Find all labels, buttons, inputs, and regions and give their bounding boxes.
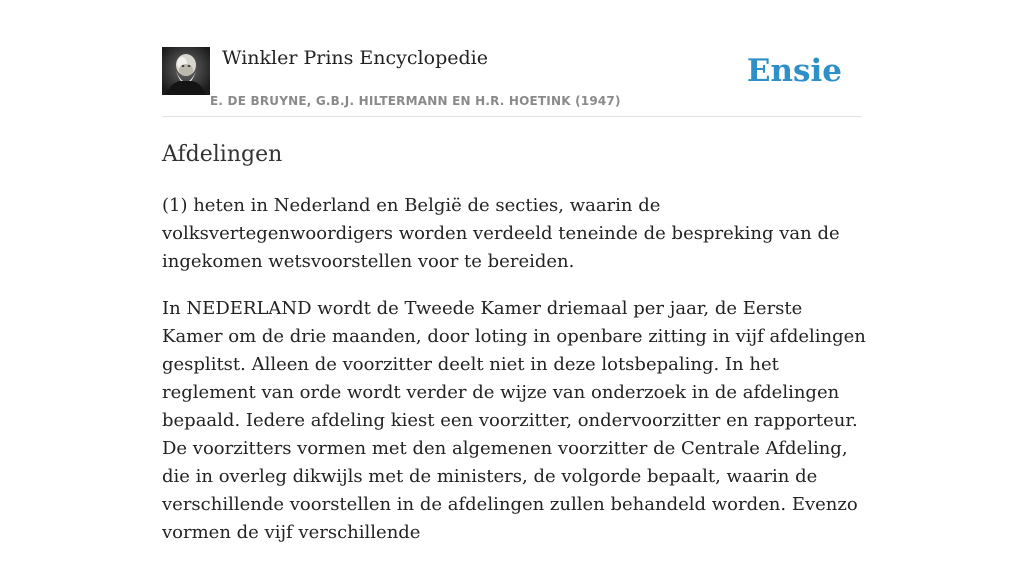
article-paragraph: (1) heten in Nederland en België de secties, waarin de volksvertegenwoordigers worden verdeeld teneinde de bespreking van de ingekomen wetsvoorstellen voor te bereiden. xyxy=(162,195,840,272)
author-portrait-avatar xyxy=(162,47,210,95)
ensie-logo-link[interactable]: Ensie xyxy=(746,53,842,89)
portrait-image xyxy=(162,47,210,95)
source-header xyxy=(162,46,862,117)
source-authors: E. DE BRUYNE, G.B.J. HILTERMANN EN H.R. HOETINK (1947) xyxy=(210,94,621,108)
article-paragraph: In NEDERLAND wordt de Tweede Kamer driemaal per jaar, de Eerste Kamer om de drie maanden, door loting in openbare zitting in vijf afdelingen gesplitst. Alleen de voorzitter deelt niet in deze lotsbepaling. In het reglement van orde wordt verder de wijze van onderzoek in de afdelingen bepaald. Iedere afdeling kiest een voorzitter, ondervoorzitter en rapporteur. De voorzitters vormen met den algemenen voorzitter de Centrale Afdeling, die in overleg dikwijls met de ministers, de volgorde bepaalt, waarin de verschillende voorstellen in de afdelingen zullen behandeld worden. Evenzo vormen de vijf verschillende xyxy=(162,298,866,543)
article-title: Afdelingen xyxy=(162,142,283,167)
source-title[interactable]: Winkler Prins Encyclopedie xyxy=(222,47,488,69)
article-body xyxy=(162,192,866,566)
